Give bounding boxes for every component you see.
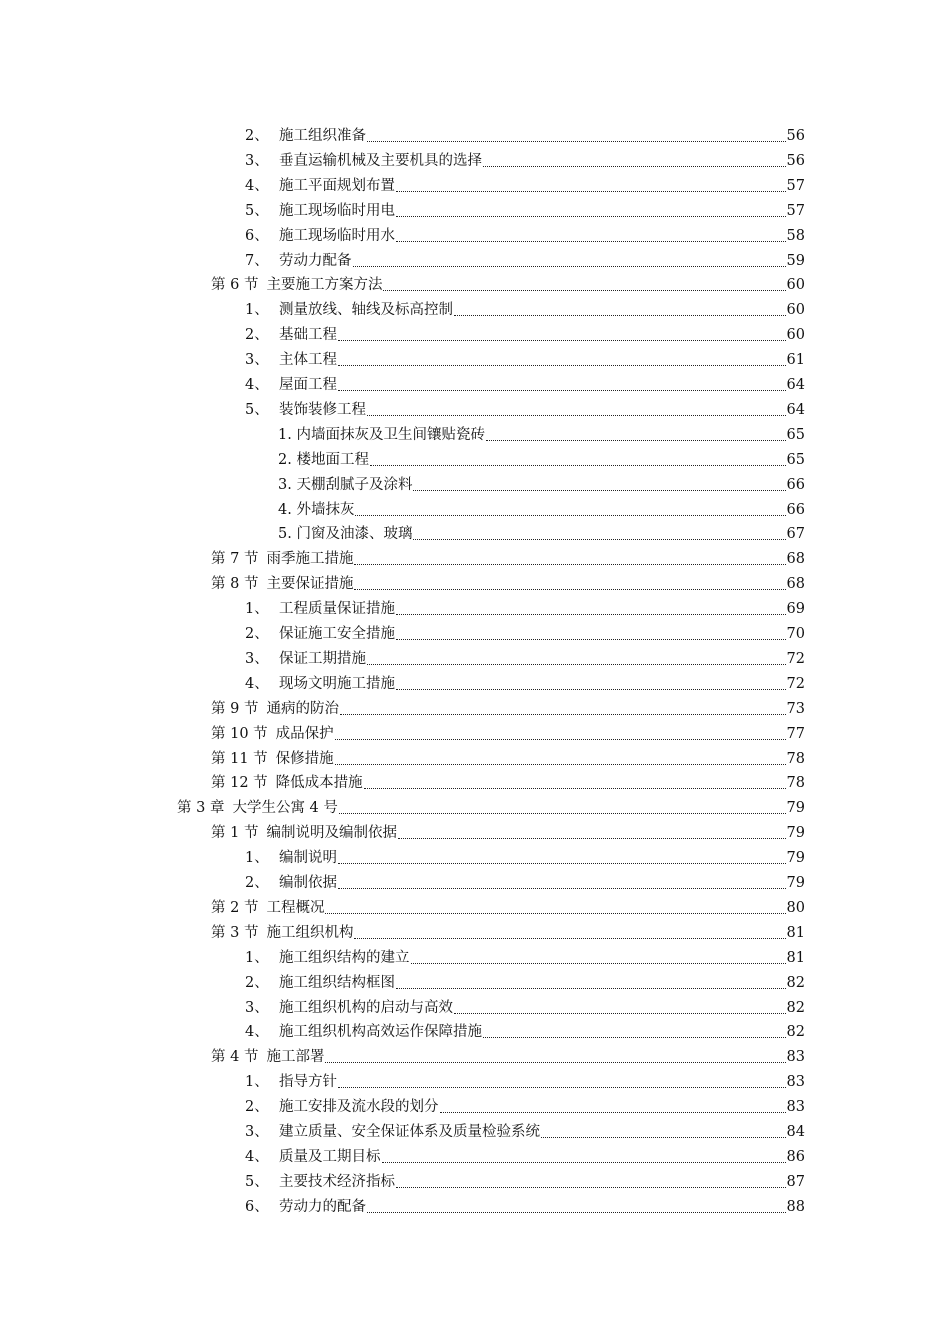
dot-leader <box>370 464 786 466</box>
toc-entry-page-number: 64 <box>786 402 805 418</box>
dot-leader <box>411 962 786 964</box>
dot-leader <box>396 240 786 242</box>
toc-entry[interactable] <box>211 548 805 570</box>
toc-entry-page-number: 87 <box>786 1174 805 1190</box>
toc-entry[interactable] <box>245 1121 805 1143</box>
dot-leader <box>367 1211 786 1213</box>
dot-leader <box>396 613 786 615</box>
toc-entry[interactable] <box>278 449 805 471</box>
toc-entry-number: 第 4 节 <box>211 1049 259 1065</box>
toc-entry-title: 劳动力的配备 <box>279 1199 366 1215</box>
dot-leader <box>338 1086 786 1088</box>
toc-entry-page-number: 77 <box>786 726 805 742</box>
toc-entry[interactable] <box>245 150 805 172</box>
toc-entry-title: 施工组织结构的建立 <box>279 950 410 966</box>
toc-entry-title: 2. 楼地面工程 <box>278 452 369 468</box>
dot-leader <box>325 1061 785 1063</box>
toc-entry-number: 2、 <box>245 327 269 343</box>
dot-leader <box>367 140 786 142</box>
toc-entry[interactable] <box>211 748 805 770</box>
dot-leader <box>383 289 785 291</box>
toc-entry[interactable] <box>211 1046 805 1068</box>
toc-entry[interactable] <box>211 822 805 844</box>
toc-entry-number: 第 9 节 <box>211 701 259 717</box>
dot-leader <box>340 713 786 715</box>
toc-entry-number: 5、 <box>245 203 269 219</box>
dot-leader <box>440 1111 786 1113</box>
toc-entry-title: 编制说明及编制依据 <box>266 825 397 841</box>
toc-entry-page-number: 82 <box>786 1000 805 1016</box>
toc-entry[interactable] <box>245 1021 805 1043</box>
toc-entry-title: 保修措施 <box>275 751 334 767</box>
dot-leader <box>354 937 785 939</box>
toc-entry-title: 施工组织机构 <box>266 925 354 941</box>
toc-entry-number: 4、 <box>245 377 269 393</box>
toc-entry[interactable] <box>245 299 805 321</box>
toc-entry-number: 3、 <box>245 651 269 667</box>
toc-entry-page-number: 57 <box>786 178 805 194</box>
toc-entry-number: 6、 <box>245 1199 269 1215</box>
toc-entry[interactable] <box>245 175 805 197</box>
toc-entry-page-number: 80 <box>786 900 805 916</box>
dot-leader <box>338 364 786 366</box>
toc-entry-number: 1、 <box>245 850 269 866</box>
toc-entry[interactable] <box>278 424 805 446</box>
dot-leader <box>486 439 786 441</box>
toc-entry[interactable] <box>211 274 805 296</box>
toc-entry-title: 编制依据 <box>279 875 337 891</box>
toc-entry-title: 装饰装修工程 <box>279 402 366 418</box>
toc-entry-page-number: 68 <box>786 551 805 567</box>
toc-entry-number: 第 1 节 <box>211 825 259 841</box>
toc-entry-page-number: 82 <box>786 975 805 991</box>
toc-entry[interactable] <box>177 797 805 819</box>
toc-entry-page-number: 83 <box>786 1099 805 1115</box>
toc-entry-title: 施工安排及流水段的划分 <box>279 1099 439 1115</box>
dot-leader <box>367 414 786 416</box>
toc-entry[interactable] <box>245 872 805 894</box>
toc-entry-page-number: 88 <box>786 1199 805 1215</box>
toc-entry[interactable] <box>245 1196 805 1218</box>
dot-leader <box>335 738 786 740</box>
toc-entry[interactable] <box>211 573 805 595</box>
toc-entry-number: 2、 <box>245 1099 269 1115</box>
toc-entry-title: 主体工程 <box>279 352 337 368</box>
toc-entry[interactable] <box>245 1096 805 1118</box>
toc-entry-page-number: 57 <box>786 203 805 219</box>
dot-leader <box>396 215 786 217</box>
toc-entry-title: 主要保证措施 <box>266 576 354 592</box>
toc-entry-title: 1. 内墙面抹灰及卫生间镶贴瓷砖 <box>278 427 485 443</box>
toc-entry-number: 第 2 节 <box>211 900 259 916</box>
toc-entry-page-number: 66 <box>786 477 805 493</box>
toc-entry-number: 2、 <box>245 128 269 144</box>
toc-entry[interactable] <box>245 972 805 994</box>
toc-entry-title: 基础工程 <box>279 327 337 343</box>
toc-entry-number: 第 11 节 <box>211 751 268 767</box>
toc-entry[interactable] <box>278 474 805 496</box>
toc-entry[interactable] <box>245 125 805 147</box>
toc-entry-number: 5、 <box>245 1174 269 1190</box>
toc-entry-title: 施工组织准备 <box>279 128 366 144</box>
toc-entry[interactable] <box>245 1071 805 1093</box>
toc-entry[interactable] <box>211 772 805 794</box>
toc-entry-page-number: 82 <box>786 1024 805 1040</box>
toc-entry-page-number: 79 <box>786 850 805 866</box>
dot-leader <box>338 339 786 341</box>
toc-entry-title: 施工组织机构高效运作保障措施 <box>279 1024 482 1040</box>
dot-leader <box>339 812 786 814</box>
toc-entry-page-number: 83 <box>786 1074 805 1090</box>
toc-entry[interactable] <box>245 997 805 1019</box>
toc-entry-title: 主要施工方案方法 <box>266 277 383 293</box>
toc-entry-number: 7、 <box>245 253 269 269</box>
toc-entry-title: 雨季施工措施 <box>266 551 354 567</box>
toc-entry-title: 施工部署 <box>266 1049 325 1065</box>
dot-leader <box>355 514 785 516</box>
toc-entry-title: 屋面工程 <box>279 377 337 393</box>
toc-entry-number: 2、 <box>245 626 269 642</box>
dot-leader <box>413 489 785 491</box>
dot-leader <box>454 1012 786 1014</box>
toc-entry-title: 编制说明 <box>279 850 337 866</box>
toc-entry-number: 1、 <box>245 950 269 966</box>
toc-entry-title: 施工平面规划布置 <box>279 178 395 194</box>
toc-entry-number: 4、 <box>245 676 269 692</box>
dot-leader <box>398 837 786 839</box>
toc-entry-number: 第 7 节 <box>211 551 259 567</box>
toc-entry-page-number: 58 <box>786 228 805 244</box>
toc-entry-title: 工程质量保证措施 <box>279 601 395 617</box>
toc-entry-title: 降低成本措施 <box>275 775 363 791</box>
toc-entry-page-number: 69 <box>786 601 805 617</box>
toc-entry-number: 3、 <box>245 1000 269 1016</box>
dot-leader <box>396 638 786 640</box>
toc-entry-page-number: 70 <box>786 626 805 642</box>
dot-leader <box>338 389 786 391</box>
toc-entry-title: 劳动力配备 <box>279 253 352 269</box>
toc-entry-title: 3. 天棚刮腻子及涂料 <box>278 477 413 493</box>
toc-entry-title: 建立质量、安全保证体系及质量检验系统 <box>279 1124 540 1140</box>
toc-entry[interactable] <box>245 673 805 695</box>
toc-entry-page-number: 66 <box>786 502 805 518</box>
toc-entry[interactable] <box>245 349 805 371</box>
toc-entry-number: 1、 <box>245 601 269 617</box>
toc-entry-page-number: 56 <box>786 153 805 169</box>
toc-entry-page-number: 67 <box>786 526 805 542</box>
toc-entry-page-number: 81 <box>786 950 805 966</box>
toc-entry[interactable] <box>245 374 805 396</box>
toc-entry-page-number: 72 <box>786 676 805 692</box>
toc-entry-number: 第 3 节 <box>211 925 259 941</box>
dot-leader <box>354 588 785 590</box>
toc-entry-page-number: 65 <box>786 452 805 468</box>
dot-leader <box>454 314 786 316</box>
toc-entry-page-number: 56 <box>786 128 805 144</box>
toc-entry-number: 第 8 节 <box>211 576 259 592</box>
toc-entry-page-number: 73 <box>786 701 805 717</box>
toc-entry[interactable] <box>245 598 805 620</box>
toc-entry-number: 3、 <box>245 1124 269 1140</box>
toc-entry-title: 5. 门窗及油漆、玻璃 <box>278 526 413 542</box>
toc-entry-number: 3、 <box>245 352 269 368</box>
toc-entry-page-number: 78 <box>786 775 805 791</box>
toc-entry-title: 4. 外墙抹灰 <box>278 502 355 518</box>
toc-entry-page-number: 72 <box>786 651 805 667</box>
dot-leader <box>396 987 786 989</box>
toc-entry-number: 第 10 节 <box>211 726 268 742</box>
toc-entry[interactable] <box>211 723 805 745</box>
toc-entry-title: 工程概况 <box>266 900 325 916</box>
toc-entry-title: 大学生公寓 4 号 <box>232 800 338 816</box>
toc-entry[interactable] <box>245 947 805 969</box>
toc-entry[interactable] <box>245 324 805 346</box>
toc-entry-title: 成品保护 <box>275 726 334 742</box>
toc-entry-number: 第 3 章 <box>177 800 225 816</box>
toc-entry-title: 质量及工期目标 <box>279 1149 381 1165</box>
toc-entry-title: 测量放线、轴线及标高控制 <box>279 302 453 318</box>
toc-entry-title: 指导方针 <box>279 1074 337 1090</box>
dot-leader <box>396 190 786 192</box>
toc-entry[interactable] <box>245 623 805 645</box>
toc-entry-number: 4、 <box>245 178 269 194</box>
toc-entry[interactable] <box>278 523 805 545</box>
toc-entry-title: 主要技术经济指标 <box>279 1174 395 1190</box>
toc-entry-number: 4、 <box>245 1149 269 1165</box>
toc-entry-number: 5、 <box>245 402 269 418</box>
dot-leader <box>354 563 785 565</box>
toc-entry-page-number: 60 <box>786 302 805 318</box>
toc-entry-page-number: 79 <box>786 800 805 816</box>
toc-entry-number: 第 6 节 <box>211 277 259 293</box>
toc-entry-title: 施工现场临时用电 <box>279 203 395 219</box>
toc-entry-number: 2、 <box>245 875 269 891</box>
toc-entry-title: 保证工期措施 <box>279 651 366 667</box>
toc-entry-title: 保证施工安全措施 <box>279 626 395 642</box>
toc-entry-page-number: 81 <box>786 925 805 941</box>
toc-entry-page-number: 68 <box>786 576 805 592</box>
toc-entry-page-number: 83 <box>786 1049 805 1065</box>
toc-entry[interactable] <box>245 847 805 869</box>
toc-entry[interactable] <box>245 200 805 222</box>
toc-entry-page-number: 60 <box>786 327 805 343</box>
dot-leader <box>413 538 785 540</box>
toc-entry-page-number: 79 <box>786 875 805 891</box>
dot-leader <box>364 787 786 789</box>
dot-leader <box>483 1036 786 1038</box>
toc-entry-page-number: 59 <box>786 253 805 269</box>
toc-entry-title: 通病的防治 <box>266 701 339 717</box>
toc-entry-number: 2、 <box>245 975 269 991</box>
toc-entry-number: 第 12 节 <box>211 775 268 791</box>
toc-entry[interactable] <box>245 225 805 247</box>
toc-entry[interactable] <box>211 698 805 720</box>
dot-leader <box>396 688 786 690</box>
toc-entry-title: 施工现场临时用水 <box>279 228 395 244</box>
dot-leader <box>335 763 786 765</box>
dot-leader <box>382 1161 786 1163</box>
toc-entry-page-number: 84 <box>786 1124 805 1140</box>
toc-entry-page-number: 78 <box>786 751 805 767</box>
dot-leader <box>353 265 786 267</box>
toc-entry-page-number: 86 <box>786 1149 805 1165</box>
toc-entry-number: 4、 <box>245 1024 269 1040</box>
toc-entry-page-number: 60 <box>786 277 805 293</box>
toc-entry-number: 1、 <box>245 1074 269 1090</box>
toc-entry[interactable] <box>211 897 805 919</box>
toc-entry-number: 6、 <box>245 228 269 244</box>
toc-entry[interactable] <box>245 1171 805 1193</box>
dot-leader <box>367 663 786 665</box>
dot-leader <box>396 1186 786 1188</box>
toc-entry[interactable] <box>245 250 805 272</box>
toc-entry-title: 施工组织机构的启动与高效 <box>279 1000 453 1016</box>
toc-entry[interactable] <box>245 1146 805 1168</box>
toc-entry[interactable] <box>278 499 805 521</box>
toc-entry-title: 现场文明施工措施 <box>279 676 395 692</box>
toc-entry-page-number: 65 <box>786 427 805 443</box>
toc-entry-number: 1、 <box>245 302 269 318</box>
toc-entry[interactable] <box>245 648 805 670</box>
toc-entry-page-number: 64 <box>786 377 805 393</box>
dot-leader <box>325 912 785 914</box>
dot-leader <box>541 1136 786 1138</box>
toc-entry-number: 3、 <box>245 153 269 169</box>
toc-entry-title: 施工组织结构框图 <box>279 975 395 991</box>
toc-entry[interactable] <box>245 399 805 421</box>
toc-entry-page-number: 79 <box>786 825 805 841</box>
toc-entry-title: 垂直运输机械及主要机具的选择 <box>279 153 482 169</box>
toc-entry-page-number: 61 <box>786 352 805 368</box>
dot-leader <box>483 165 786 167</box>
toc-entry[interactable] <box>211 922 805 944</box>
dot-leader <box>338 862 786 864</box>
dot-leader <box>338 887 786 889</box>
